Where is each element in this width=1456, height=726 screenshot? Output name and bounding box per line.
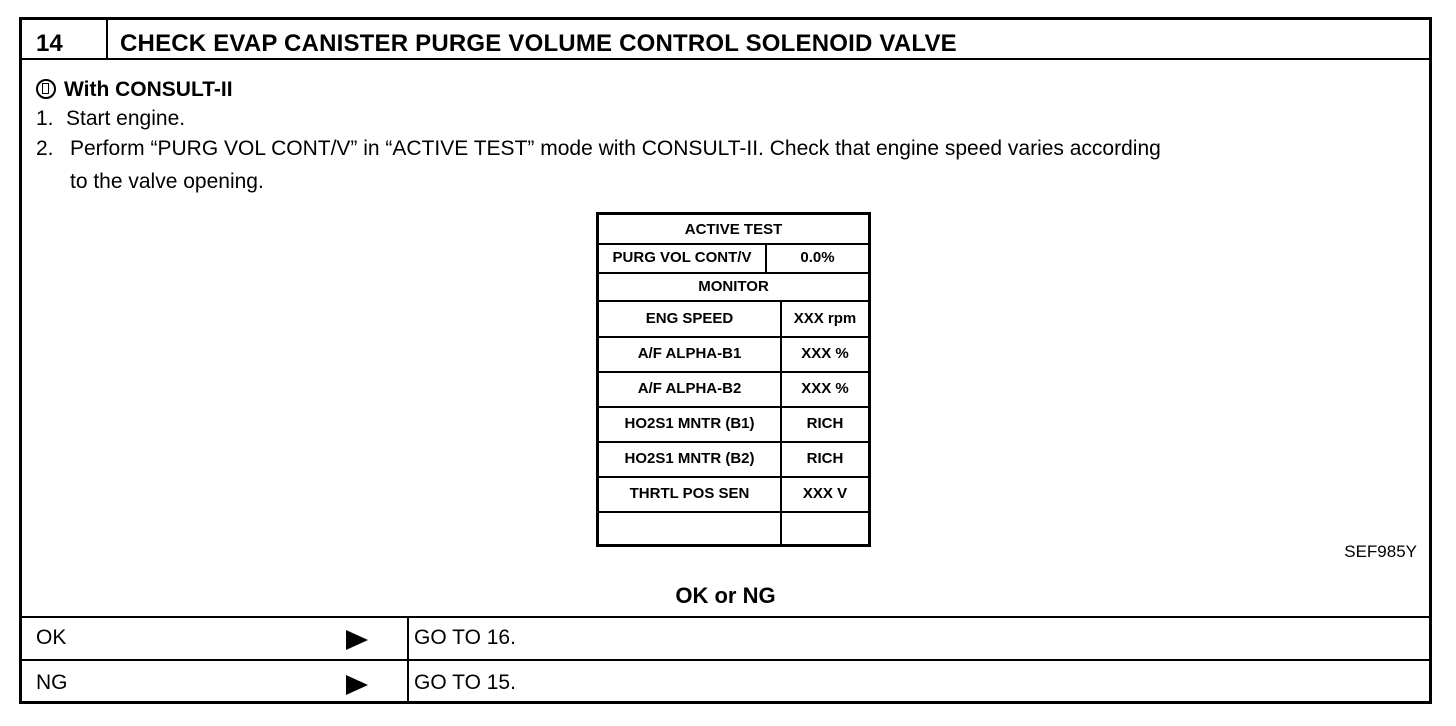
monitor-row-value: XXX rpm [793, 309, 857, 327]
monitor-row-value-empty [782, 511, 868, 544]
header-divider [106, 20, 108, 58]
active-test-title: ACTIVE TEST [684, 220, 783, 238]
arrow-right-icon [346, 630, 368, 650]
result-ok-label: OK [36, 626, 67, 649]
monitor-row-label: A/F ALPHA-B2 [599, 371, 782, 406]
step-index: 2. [36, 137, 54, 160]
step-number: 14 [36, 30, 63, 57]
monitor-row-value: RICH [806, 415, 844, 432]
monitor-row-value: XXX % [801, 380, 849, 397]
result-rule-top [22, 616, 1429, 618]
monitor-row-label: HO2S1 MNTR (B2) [599, 441, 782, 476]
consult-mode-label [36, 78, 233, 102]
step-text: Perform “PURG VOL CONT/V” in “ACTIVE TEST” mode with CONSULT-II. Check that engine speed varies according [70, 137, 1161, 160]
monitor-row [599, 406, 868, 443]
monitor-row-value: XXX % [801, 345, 849, 362]
monitor-row-value: XXX V [802, 485, 848, 502]
test-item-label: PURG VOL CONT/V [599, 243, 767, 272]
monitor-row [599, 336, 868, 373]
result-ng-action: GO TO 15. [414, 671, 516, 694]
result-rule-middle [22, 659, 1429, 661]
monitor-row-label-empty [599, 511, 782, 544]
monitor-header-row [599, 272, 868, 302]
procedure-frame [19, 17, 1432, 704]
consult-mode-text: With CONSULT-II [64, 78, 233, 101]
active-test-item-row [599, 243, 868, 274]
arrow-right-icon [346, 675, 368, 695]
consult-tool-icon [36, 79, 56, 99]
procedure-step-2-continuation: to the valve opening. [70, 170, 264, 193]
procedure-step-2 [36, 137, 1161, 161]
monitor-row-label: THRTL POS SEN [599, 476, 782, 511]
test-item-value: 0.0% [800, 249, 835, 266]
monitor-row [599, 300, 868, 338]
monitor-row [599, 371, 868, 408]
result-prompt: OK or NG [675, 583, 776, 608]
monitor-row [599, 476, 868, 513]
monitor-row [599, 441, 868, 478]
monitor-row-label: ENG SPEED [599, 300, 782, 336]
step-text: Start engine. [66, 107, 186, 130]
result-ng-label: NG [36, 671, 68, 694]
step-title: CHECK EVAP CANISTER PURGE VOLUME CONTROL SOLENOID VALVE [120, 30, 957, 57]
monitor-label: MONITOR [698, 277, 769, 295]
monitor-row-label: A/F ALPHA-B1 [599, 336, 782, 371]
active-test-screen [596, 212, 871, 547]
monitor-row-empty [599, 511, 868, 544]
step-index: 1. [36, 107, 54, 130]
figure-id: SEF985Y [1344, 542, 1417, 561]
procedure-step-1 [36, 107, 185, 131]
monitor-row-label: HO2S1 MNTR (B1) [599, 406, 782, 441]
monitor-row-value: RICH [806, 450, 844, 467]
header-rule [22, 58, 1429, 60]
result-ok-action: GO TO 16. [414, 626, 516, 649]
active-test-title-row [599, 215, 868, 245]
